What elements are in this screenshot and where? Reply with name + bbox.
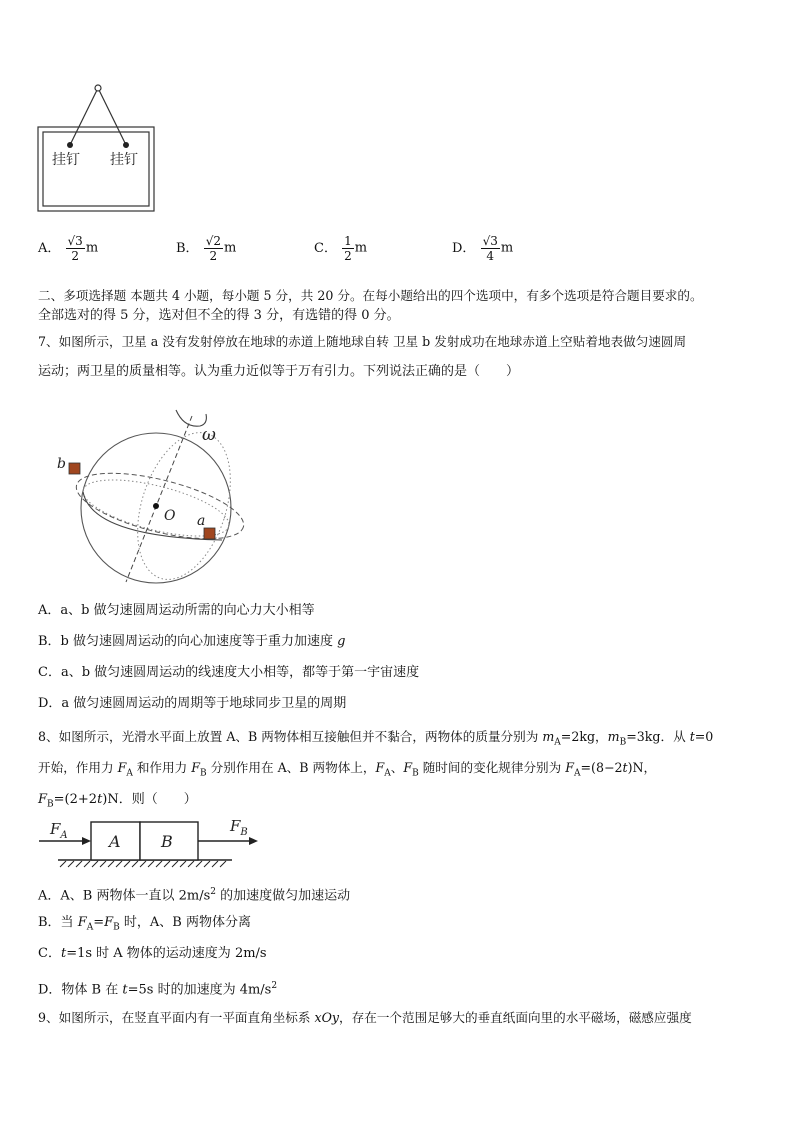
symbol-f: F: [77, 915, 87, 930]
symbol-f: F: [403, 760, 413, 775]
force-b-subscript: B: [240, 827, 248, 838]
text: C．: [38, 946, 61, 961]
text: A．A、B 两物体一直以 2m/s: [38, 888, 211, 904]
force-b-letter: F: [230, 817, 241, 835]
text: 9、如图所示，在竖直平面内有一平面直角坐标系: [38, 1010, 315, 1025]
hook-point: [95, 85, 101, 91]
text: 的加速度做匀加速运动: [215, 888, 351, 904]
satellite-a: [204, 528, 215, 539]
q7-stem-line2: 运动；两卫星的质量相等。认为重力近似等于万有引力。下列说法正确的是（ ）: [38, 364, 520, 379]
text: B．当: [38, 915, 78, 930]
q8-option-b: [38, 913, 251, 938]
q7-stem-line1: 7、如图所示，卫星 a 没有发射停放在地球的赤道上随地球自转 卫星 b 发射成功在地球赤道上空贴着地表做匀速圆周: [38, 334, 687, 349]
q7-option-c: C．a、b 做匀速圆周运动的线速度大小相等，都等于第一宇宙速度: [38, 665, 420, 680]
symbol-f: F: [104, 915, 114, 930]
rotation-axis: [126, 416, 192, 582]
text: ，存在一个范围足够大的垂直纸面向里的水平磁场，磁感应强度: [339, 1010, 692, 1025]
symbol-f: F: [38, 792, 48, 807]
q6-option-b: [176, 234, 236, 263]
frame-inner: [43, 132, 149, 206]
symbol-f: F: [117, 760, 127, 775]
unit: m: [500, 240, 514, 256]
symbol-t: t: [689, 729, 695, 744]
subscript: B: [412, 768, 419, 779]
text: 分别作用在 A、B 两物体上，: [206, 760, 376, 775]
symbol-f: F: [191, 760, 200, 775]
numerator: √3: [482, 234, 498, 248]
q8-stem-line3: [38, 790, 197, 815]
force-a-label: [49, 820, 68, 841]
symbol-m: m: [542, 729, 555, 744]
center-label: O: [164, 508, 176, 524]
text: )N．则（ ）: [102, 792, 197, 807]
earth-satellite-figure: [52, 402, 252, 590]
text: 8、如图所示，光滑水平面上放置 A、B 两物体相互接触但并不黏合，两物体的质量分别为: [38, 729, 543, 744]
q8-stem-line1: [38, 727, 713, 753]
q8-option-a: [38, 882, 350, 906]
text: =0: [694, 729, 714, 744]
symbol-t: t: [97, 792, 103, 807]
q6-option-c: [314, 234, 367, 263]
text: =: [93, 915, 105, 930]
fraction: [342, 234, 354, 263]
denominator: 2: [344, 249, 352, 263]
q9-stem-line1: [38, 1008, 692, 1028]
subscript: A: [126, 768, 133, 779]
q7-option-b: [38, 632, 345, 652]
string-left: [70, 88, 98, 145]
numerator: √3: [67, 234, 83, 248]
meridian-dotted: [121, 421, 248, 590]
subscript: B: [619, 737, 627, 748]
q7-option-a: A．a、b 做匀速圆周运动所需的向心力大小相等: [38, 603, 315, 618]
text: D．物体 B 在: [38, 982, 123, 998]
q8-option-c: [38, 944, 267, 964]
text: =3kg．从: [626, 729, 690, 744]
satellite-b: [69, 463, 80, 474]
denominator: 4: [481, 248, 500, 263]
frame-outer: [38, 127, 154, 211]
symbol-t: t: [622, 760, 628, 775]
option-label: A．: [38, 241, 61, 256]
denominator: 2: [66, 248, 85, 263]
satellite-a-label: a: [197, 513, 206, 529]
text: =1s 时 A 物体的运动速度为 2m/s: [66, 946, 267, 961]
blocks-figure: [36, 814, 262, 870]
text: =2kg，: [560, 729, 608, 744]
fraction: [481, 234, 500, 263]
symbol-g: g: [337, 634, 346, 649]
symbol-m: m: [607, 729, 620, 744]
picture-frame-figure: [36, 82, 158, 214]
option-label: C．: [314, 241, 337, 256]
text: 、: [390, 760, 404, 775]
symbol-t: t: [60, 946, 67, 961]
text: 随时间的变化规律分别为: [418, 760, 566, 775]
text: 和作用力: [132, 760, 192, 775]
ground-hatching: [60, 861, 226, 867]
fraction: [204, 234, 223, 263]
denominator: 2: [204, 248, 223, 263]
option-label: D．: [452, 241, 476, 256]
text: =5s 时的加速度为 4m/s: [127, 982, 272, 998]
q7-option-d: D．a 做匀速圆周运动的周期等于地球同步卫星的周期: [38, 696, 347, 711]
unit: m: [85, 240, 99, 256]
fraction: [66, 234, 85, 263]
omega-label: ω: [202, 425, 216, 445]
satellite-b-label: b: [57, 456, 66, 472]
numerator: √2: [205, 234, 221, 248]
subscript: A: [86, 922, 94, 933]
unit: m: [223, 240, 237, 256]
center-dot: [153, 503, 159, 509]
block-b-label: B: [161, 832, 173, 851]
text: 开始，作用力: [38, 760, 118, 775]
subscript: A: [554, 737, 561, 748]
block-a-label: A: [109, 832, 121, 851]
nail-left-dot: [67, 142, 73, 148]
numerator: 1: [344, 234, 352, 248]
q6-option-d: [452, 234, 513, 263]
text: 时，A、B 两物体分离: [119, 915, 251, 930]
option-label: B．: [176, 241, 199, 256]
force-a-letter: F: [50, 820, 61, 838]
q8-stem-line2: [38, 758, 656, 784]
force-b-label: [229, 817, 248, 838]
symbol-t: t: [122, 982, 128, 998]
symbol-xoy: xOy: [314, 1010, 340, 1025]
q8-option-d: [38, 976, 277, 1000]
section2-line2: 全部选对的得 5 分，选对但不全的得 3 分，有选错的得 0 分。: [38, 308, 400, 323]
force-a-arrowhead: [82, 837, 91, 845]
nail-left-label: 挂钉: [52, 152, 80, 168]
subscript: A: [384, 768, 391, 779]
nail-right-dot: [123, 142, 129, 148]
force-b-arrowhead: [249, 837, 258, 845]
text: B．b 做匀速圆周运动的向心加速度等于重力加速度: [38, 634, 338, 649]
symbol-f: F: [375, 760, 385, 775]
superscript: 2: [271, 981, 278, 991]
unit: m: [354, 240, 368, 256]
subscript: B: [47, 799, 54, 810]
string-right: [98, 88, 126, 145]
text: )N，: [627, 760, 657, 775]
text: =(8−2: [580, 760, 623, 775]
symbol-f: F: [565, 760, 574, 775]
subscript: B: [199, 768, 207, 779]
superscript: 2: [210, 887, 216, 897]
nail-right-label: 挂钉: [110, 152, 138, 168]
subscript: B: [113, 922, 120, 933]
section2-line1: 二、多项选择题 本题共 4 小题，每小题 5 分，共 20 分。在每小题给出的四个选项中，有多个选项是符合题目要求的。: [38, 288, 703, 303]
text: =(2+2: [53, 792, 98, 807]
subscript: A: [574, 768, 581, 779]
force-a-subscript: A: [60, 830, 68, 841]
q6-option-a: [38, 234, 98, 263]
